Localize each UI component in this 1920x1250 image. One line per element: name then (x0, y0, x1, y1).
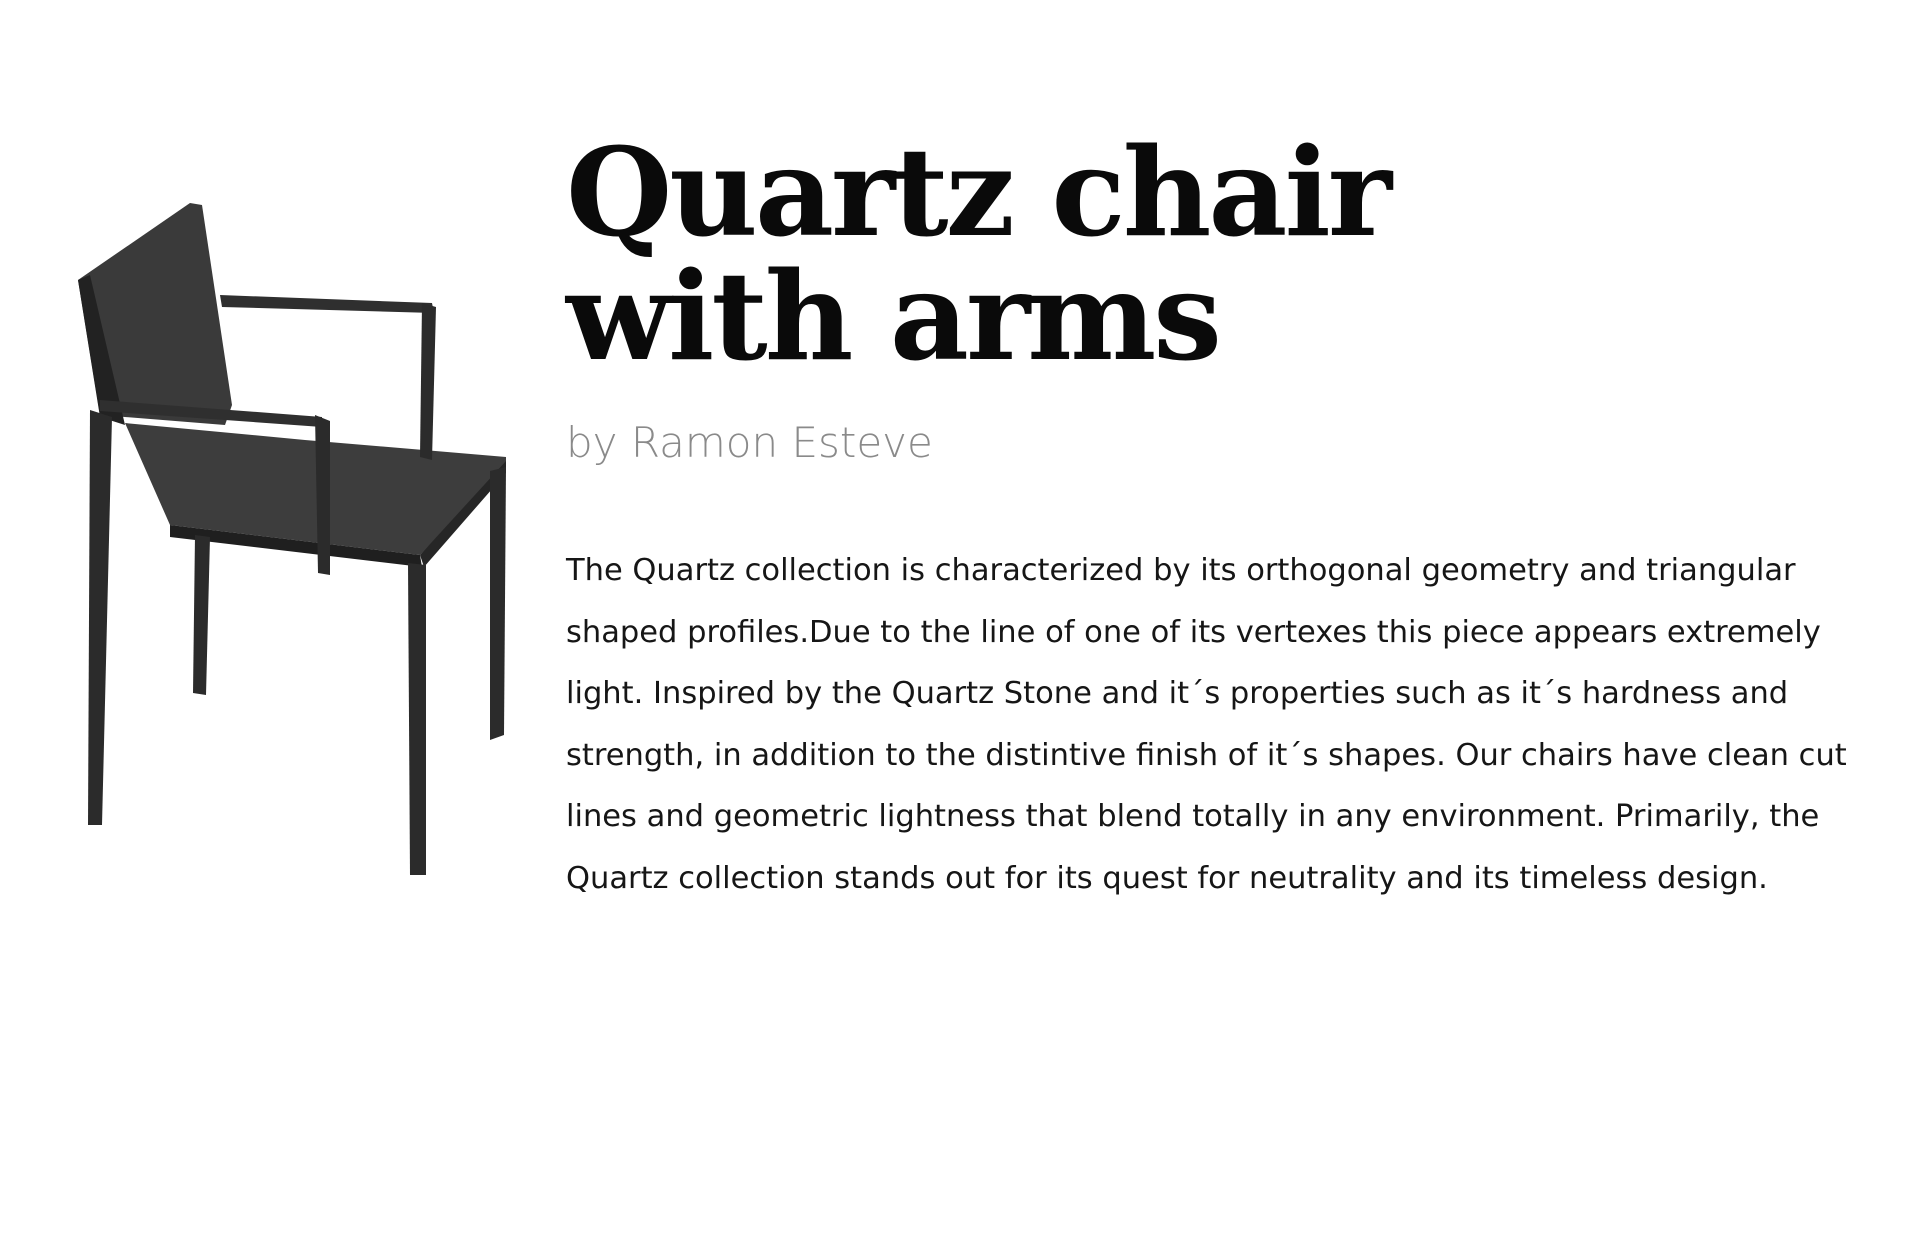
product-author: by Ramon Esteve (566, 418, 933, 467)
product-description: The Quartz collection is characterized by its orthogonal geometry and triangular shaped profiles.Due to the line of one of its vertexes this piece appears extremely light. Inspired by the Quartz Stone and it´s properties such as it´s hardness and strength, in addition to the distintive finish of it´s shapes. Our chairs have clean cut lines and geometric lightness that blend totally in any environment. Primarily, the Quartz collection stands out for its quest for neutrality and its timeless design. (566, 553, 1847, 896)
product-image (60, 195, 520, 885)
chair-icon (60, 195, 520, 885)
product-info (566, 120, 1906, 909)
product-title: Quartz chair with arms (566, 120, 1390, 388)
